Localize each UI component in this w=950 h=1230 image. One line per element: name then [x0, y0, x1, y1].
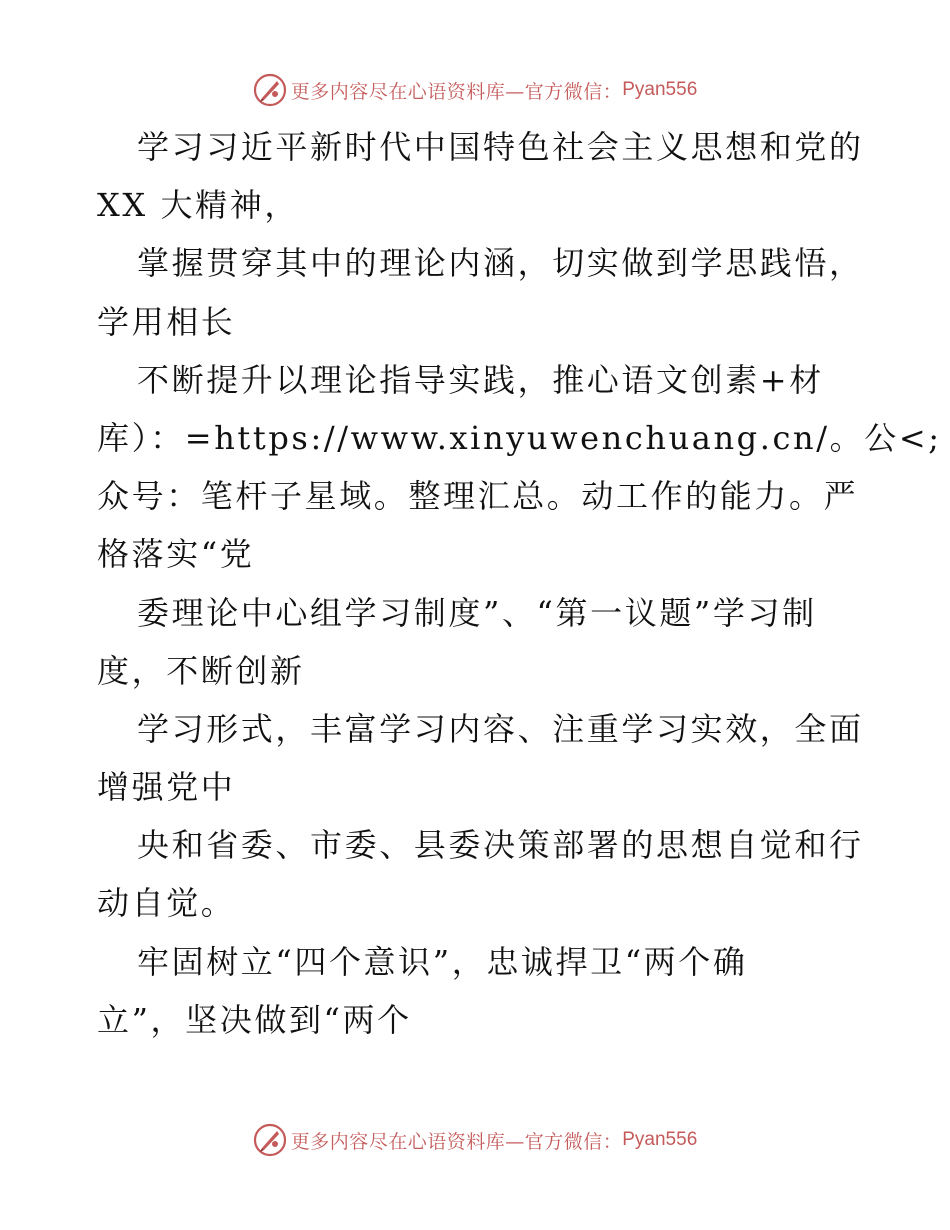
- text-line: 库）：=https://www.xinyuwenchuang.cn/。公<;: [97, 418, 942, 457]
- text-line: 学用相长: [97, 302, 236, 341]
- header-banner: [0, 70, 950, 110]
- text-line: 度，不断创新: [97, 651, 305, 690]
- banner-contact: Pyan556: [622, 1129, 698, 1150]
- text-line: 不断提升以理论指导实践，推心语文创素+材: [137, 360, 824, 399]
- text-line: 增强党中: [97, 768, 236, 807]
- quill-pen-logo-icon: [253, 1123, 287, 1157]
- text-line: 牢固树立“四个意识”，忠诚捍卫“两个确: [137, 942, 748, 981]
- banner-contact: Pyan556: [622, 79, 698, 100]
- text-line: 格落实“党: [97, 535, 255, 574]
- text-line: 央和省委、市委、县委决策部署的思想自觉和行: [137, 826, 864, 865]
- text-line: 动自觉。: [97, 884, 236, 923]
- document-body: [97, 118, 942, 1049]
- text-line: XX 大精神，: [97, 186, 299, 225]
- text-line: 学习形式，丰富学习内容、注重学习实效，全面: [137, 709, 864, 748]
- text-line: 众号：笔杆子星域。整理汇总。动工作的能力。严: [97, 477, 859, 516]
- text-line: 掌握贯穿其中的理论内涵，切实做到学思践悟，: [137, 244, 864, 283]
- quill-pen-logo-icon: [253, 73, 287, 107]
- banner-text: 更多内容尽在心语资料库—官方微信：: [290, 1130, 623, 1153]
- text-line: 立”，坚决做到“两个: [97, 1000, 412, 1039]
- footer-banner: [0, 1120, 950, 1160]
- text-line: 委理论中心组学习制度”、“第一议题”学习制: [137, 593, 817, 632]
- banner-text: 更多内容尽在心语资料库—官方微信：: [290, 80, 623, 103]
- text-line: 学习习近平新时代中国特色社会主义思想和党的: [137, 128, 864, 166]
